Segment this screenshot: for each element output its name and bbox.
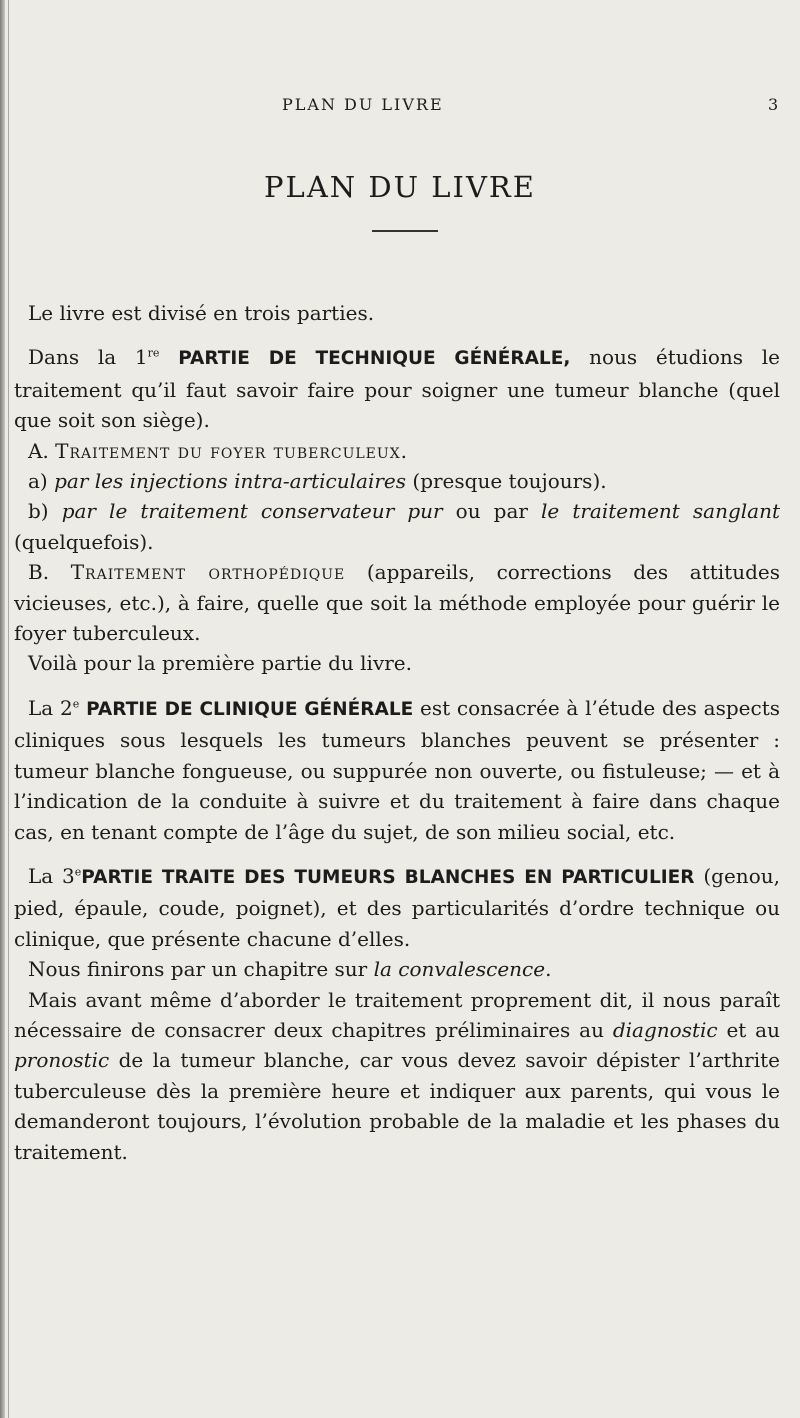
section-label: A. xyxy=(28,438,56,463)
text-run: La 2 xyxy=(28,695,73,720)
text-run: de la tumeur blanche, car vous devez savoir dépister l’arthrite tuberculeuse dès la première heure et indiquer aux parents, qui vous le demanderont toujours, l’évolution probable de la maladie et les phases du traitement. xyxy=(14,1048,780,1164)
body-text xyxy=(14,298,780,1167)
section-a xyxy=(14,436,780,466)
text-run: La 3 xyxy=(28,863,75,888)
convalescence-paragraph xyxy=(14,954,780,984)
text-run: (genou, pied, épaule, coude, poignet), et des particularités d’ordre technique ou clinique, que présente chacune d’elles. xyxy=(14,863,780,951)
part-two-paragraph xyxy=(14,693,780,847)
part-three-heading: PARTIE TRAITE DES TUMEURS BLANCHES EN PARTICULIER xyxy=(81,866,695,888)
title-rule xyxy=(372,230,438,232)
text-run: nous étudions le traitement qu’il faut savoir faire pour soigner une tumeur blanche (quel que soit son siège). xyxy=(14,345,780,433)
part-two-heading: PARTIE DE CLINIQUE GÉNÉRALE xyxy=(79,698,414,720)
section-b-heading: Traitement orthopédique xyxy=(70,560,346,585)
text-run: (quelquefois). xyxy=(14,529,154,554)
item-label: a) xyxy=(28,469,55,494)
italic-text: diagnostic xyxy=(612,1017,718,1042)
preliminary-paragraph xyxy=(14,985,780,1167)
chapter-title: PLAN DU LIVRE xyxy=(264,170,536,204)
section-label: B. xyxy=(28,560,71,585)
page-edge-line xyxy=(8,0,9,1418)
part-one-paragraph xyxy=(14,342,780,435)
part-one-heading: PARTIE DE TECHNIQUE GÉNÉRALE, xyxy=(159,348,571,370)
superscript: e xyxy=(72,697,80,711)
item-b xyxy=(14,496,780,557)
text-run: ou par xyxy=(442,499,542,524)
italic-text: pronostic xyxy=(14,1048,110,1073)
section-b xyxy=(14,557,780,648)
section-a-heading: Traitement du foyer tuberculeux. xyxy=(55,438,409,463)
italic-text: par le traitement conservateur pur xyxy=(61,499,443,524)
text-run: (presque toujours). xyxy=(406,469,607,494)
intro-paragraph: Le livre est divisé en trois parties. xyxy=(28,301,375,325)
superscript: re xyxy=(147,346,160,360)
item-a xyxy=(14,466,780,496)
superscript: e xyxy=(74,865,82,879)
italic-text: la convalescence xyxy=(373,957,546,982)
part-three-paragraph xyxy=(14,861,780,954)
page-number: 3 xyxy=(768,95,781,114)
text-run: Mais avant même d’aborder le traitement proprement dit, il nous paraît nécessaire de consacrer deux chapitres préliminaires au xyxy=(14,987,780,1042)
text-run: est consacrée à l’étude des aspects cliniques sous lesquels les tumeurs blanches peuvent se présenter : tumeur blanche fongueuse, ou suppurée non ouverte, ou fistuleuse; — et à l’indication de la conduite à suivre et du traitement à faire dans chaque cas, en tenant compte de l’âge du sujet, de son milieu social, etc. xyxy=(14,695,781,844)
italic-text: par les injections intra-articulaires xyxy=(54,469,407,494)
italic-text: le traitement sanglant xyxy=(541,499,781,524)
voila-paragraph: Voilà pour la première partie du livre. xyxy=(28,651,412,676)
page-edge-shadow xyxy=(0,0,5,1418)
text-run: Nous finirons par un chapitre sur xyxy=(28,957,374,982)
text-run: Dans la 1 xyxy=(28,345,148,370)
text-run: et au xyxy=(717,1017,780,1042)
running-head-title: PLAN DU LIVRE xyxy=(282,95,444,114)
item-label: b) xyxy=(28,499,62,524)
text-run: (appareils, corrections des attitudes vicieuses, etc.), à faire, quelle que soit la méthode employée pour guérir le foyer tuberculeux. xyxy=(14,560,780,646)
text-run: . xyxy=(545,957,552,982)
